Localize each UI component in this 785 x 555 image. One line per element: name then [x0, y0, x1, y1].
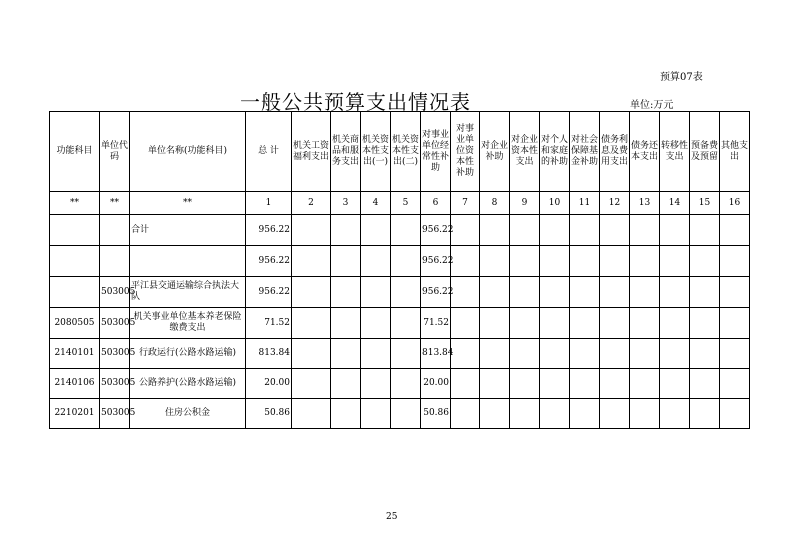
total-cell: 956.22 — [246, 246, 292, 277]
unit-code-cell — [100, 246, 130, 277]
header-cell: 转移性支出 — [660, 112, 690, 192]
index-cell: 8 — [480, 192, 510, 215]
index-cell: 10 — [540, 192, 570, 215]
header-cell: 对事业单位经常性补助 — [421, 112, 451, 192]
form-number: 预算07表 — [660, 72, 703, 83]
unit-code-cell: 503005 — [100, 369, 130, 399]
unit-name-cell: 机关事业单位基本养老保险缴费支出 — [130, 308, 246, 339]
index-cell: 14 — [660, 192, 690, 215]
unit-name-cell — [130, 246, 246, 277]
function-code-cell — [50, 246, 100, 277]
index-cell: ** — [50, 192, 100, 215]
unit-name-cell: 平江县交通运输综合执法大队 — [130, 277, 246, 308]
unit-name-cell: 住房公积金 — [130, 399, 246, 429]
header-cell: 单位代码 — [100, 112, 130, 192]
index-cell: ** — [100, 192, 130, 215]
institution-subsidy-cell: 71.52 — [421, 308, 451, 339]
institution-subsidy-cell: 813.84 — [421, 339, 451, 369]
header-cell: 机关资本性支出(一) — [361, 112, 391, 192]
institution-subsidy-cell: 956.22 — [421, 277, 451, 308]
index-cell: ** — [130, 192, 246, 215]
total-cell: 20.00 — [246, 369, 292, 399]
total-cell: 50.86 — [246, 399, 292, 429]
header-cell: 对社会保障基金补助 — [570, 112, 600, 192]
index-cell: 11 — [570, 192, 600, 215]
index-cell: 7 — [451, 192, 480, 215]
header-cell: 对企业补助 — [480, 112, 510, 192]
header-row — [50, 112, 750, 192]
index-row — [50, 192, 750, 215]
header-cell: 预备费及预留 — [690, 112, 720, 192]
header-cell: 机关资本性支出(二) — [391, 112, 421, 192]
function-code-cell: 2140106 — [50, 369, 100, 399]
header-cell: 债务还本支出 — [630, 112, 660, 192]
total-cell: 956.22 — [246, 277, 292, 308]
header-cell: 债务利息及费用支出 — [600, 112, 630, 192]
page-title: 一般公共预算支出情况表 — [240, 90, 471, 114]
index-cell: 6 — [421, 192, 451, 215]
page-number: 25 — [386, 512, 398, 522]
table-row — [50, 215, 750, 246]
institution-subsidy-cell: 20.00 — [421, 369, 451, 399]
unit-code-cell — [100, 215, 130, 246]
institution-subsidy-cell: 956.22 — [421, 246, 451, 277]
header-cell: 对企业资本性支出 — [510, 112, 540, 192]
table-row — [50, 308, 750, 339]
index-cell: 12 — [600, 192, 630, 215]
unit-code-cell: 503005 — [100, 308, 130, 339]
institution-subsidy-cell: 50.86 — [421, 399, 451, 429]
header-cell: 机关商品和服务支出 — [331, 112, 361, 192]
table-row — [50, 246, 750, 277]
index-cell: 15 — [690, 192, 720, 215]
index-cell: 5 — [391, 192, 421, 215]
header-cell: 对事业单位资本性补助 — [451, 112, 480, 192]
function-code-cell: 2210201 — [50, 399, 100, 429]
total-cell: 956.22 — [246, 215, 292, 246]
table-row — [50, 277, 750, 308]
institution-subsidy-cell: 956.22 — [421, 215, 451, 246]
header-cell: 机关工资福利支出 — [292, 112, 331, 192]
function-code-cell — [50, 277, 100, 308]
unit-code-cell: 503005 — [100, 399, 130, 429]
header-cell: 对个人和家庭的补助 — [540, 112, 570, 192]
header-cell: 其他支出 — [720, 112, 750, 192]
index-cell: 16 — [720, 192, 750, 215]
table-row — [50, 399, 750, 429]
total-cell: 813.84 — [246, 339, 292, 369]
function-code-cell — [50, 215, 100, 246]
index-cell: 3 — [331, 192, 361, 215]
function-code-cell: 2140101 — [50, 339, 100, 369]
unit-name-cell: 公路养护(公路水路运输) — [130, 369, 246, 399]
index-cell: 1 — [246, 192, 292, 215]
header-cell: 功能科目 — [50, 112, 100, 192]
unit-code-cell: 503005 — [100, 277, 130, 308]
unit-name-cell: 行政运行(公路水路运输) — [130, 339, 246, 369]
function-code-cell: 2080505 — [50, 308, 100, 339]
header-cell: 总 计 — [246, 112, 292, 192]
unit-code-cell: 503005 — [100, 339, 130, 369]
total-cell: 71.52 — [246, 308, 292, 339]
expenditure-table — [49, 111, 750, 429]
index-cell: 9 — [510, 192, 540, 215]
unit-name-cell: 合计 — [130, 215, 246, 246]
unit-label: 单位:万元 — [630, 100, 674, 111]
index-cell: 13 — [630, 192, 660, 215]
table-row — [50, 369, 750, 399]
index-cell: 4 — [361, 192, 391, 215]
table-row — [50, 339, 750, 369]
index-cell: 2 — [292, 192, 331, 215]
header-cell: 单位名称(功能科目) — [130, 112, 246, 192]
